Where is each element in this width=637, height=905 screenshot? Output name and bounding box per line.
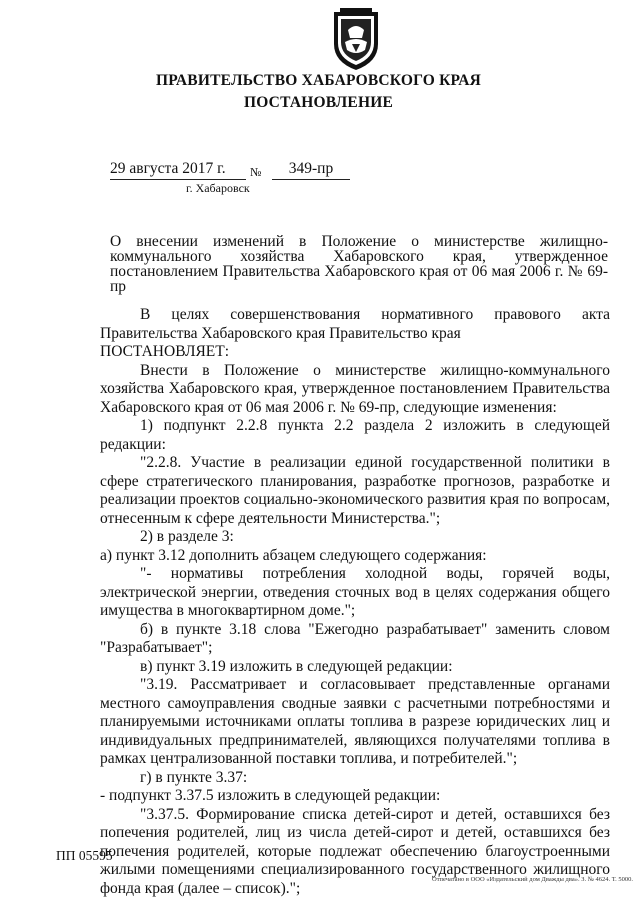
document-type: ПОСТАНОВЛЕНИЕ: [243, 94, 394, 111]
print-note: Отпечатано в ООО «Издательский дом Дважды два». З. № 4624. Т. 5000.: [432, 876, 633, 883]
document-subject: О внесении изменений в Положение о министерстве жилищно-коммунального хозяйства Хабаровского края, утвержденное постановлением Правительства Хабаровского края от 06 мая 2006 г. № 69-пр: [110, 233, 608, 295]
body-paragraph: "2.2.8. Участие в реализации единой государственной политики в сфере стратегического планирования, разработке прогнозов, разработке и реализации проектов социально-экономического развития края по вопросам, отнесенным к сфере деятельности Министерства.";: [100, 454, 610, 527]
body-paragraph: а) пункт 3.12 дополнить абзацем следующего содержания:: [100, 546, 487, 564]
body-paragraph: - подпункт 3.37.5 изложить в следующей редакции:: [100, 787, 441, 804]
body-paragraph: Внести в Положение о министерстве жилищно-коммунального хозяйства Хабаровского края, утвержденное постановлением Правительства Хабаровского края от 06 мая 2006 г. № 69-пр, следующие изменения:: [100, 361, 610, 416]
khabarovsk-crest-icon: [328, 8, 384, 72]
number-label: №: [250, 165, 262, 179]
document-body: [100, 306, 610, 898]
document-code: ПП 05595: [56, 848, 113, 863]
body-paragraph: "3.19. Рассматривает и согласовывает представленные органами местного самоуправления сводные заявки с расчетными потребностями и планируемыми источниками оплаты топлива в разрезе юридических лиц и индивидуальных предпринимателей, являющихся получателями топлива в рамках централизованной поставки топлива, и потребителей.";: [100, 676, 610, 767]
body-paragraph-resolve: ПОСТАНОВЛЯЕТ:: [100, 343, 230, 360]
document-number: 349-пр: [272, 160, 350, 180]
government-title: ПРАВИТЕЛЬСТВО ХАБАРОВСКОГО КРАЯ: [155, 72, 482, 89]
body-paragraph: г) в пункте 3.37:: [140, 768, 248, 786]
body-paragraph: 1) подпункт 2.2.8 пункта 2.2 раздела 2 изложить в следующей редакции:: [100, 417, 610, 453]
body-paragraph: в) пункт 3.19 изложить в следующей редакции:: [140, 657, 453, 675]
body-paragraph: "- нормативы потребления холодной воды, горячей воды, электрической энергии, отведения сточных вод в целях содержания общего имущества в многоквартирном доме.";: [100, 565, 610, 619]
body-paragraph: В целях совершенствования нормативного правового акта Правительства Хабаровского края Правительство края: [100, 306, 610, 342]
body-paragraph: 2) в разделе 3:: [140, 528, 234, 545]
document-date: 29 августа 2017 г.: [110, 160, 246, 180]
document-city: г. Хабаровск: [186, 181, 250, 195]
body-paragraph: б) в пункте 3.18 слова "Ежегодно разрабатывает" заменить словом "Разрабатывает";: [100, 620, 610, 656]
body-paragraph: "3.37.5. Формирование списка детей-сирот и детей, оставшихся без попечения родителей, лиц из числа детей-сирот и детей, оставшихся без попечения родителей, которые подлежат обеспечению благоустроенными жилыми помещениями специализированного государственного жилищного фонда края (далее – список).";: [100, 805, 610, 897]
